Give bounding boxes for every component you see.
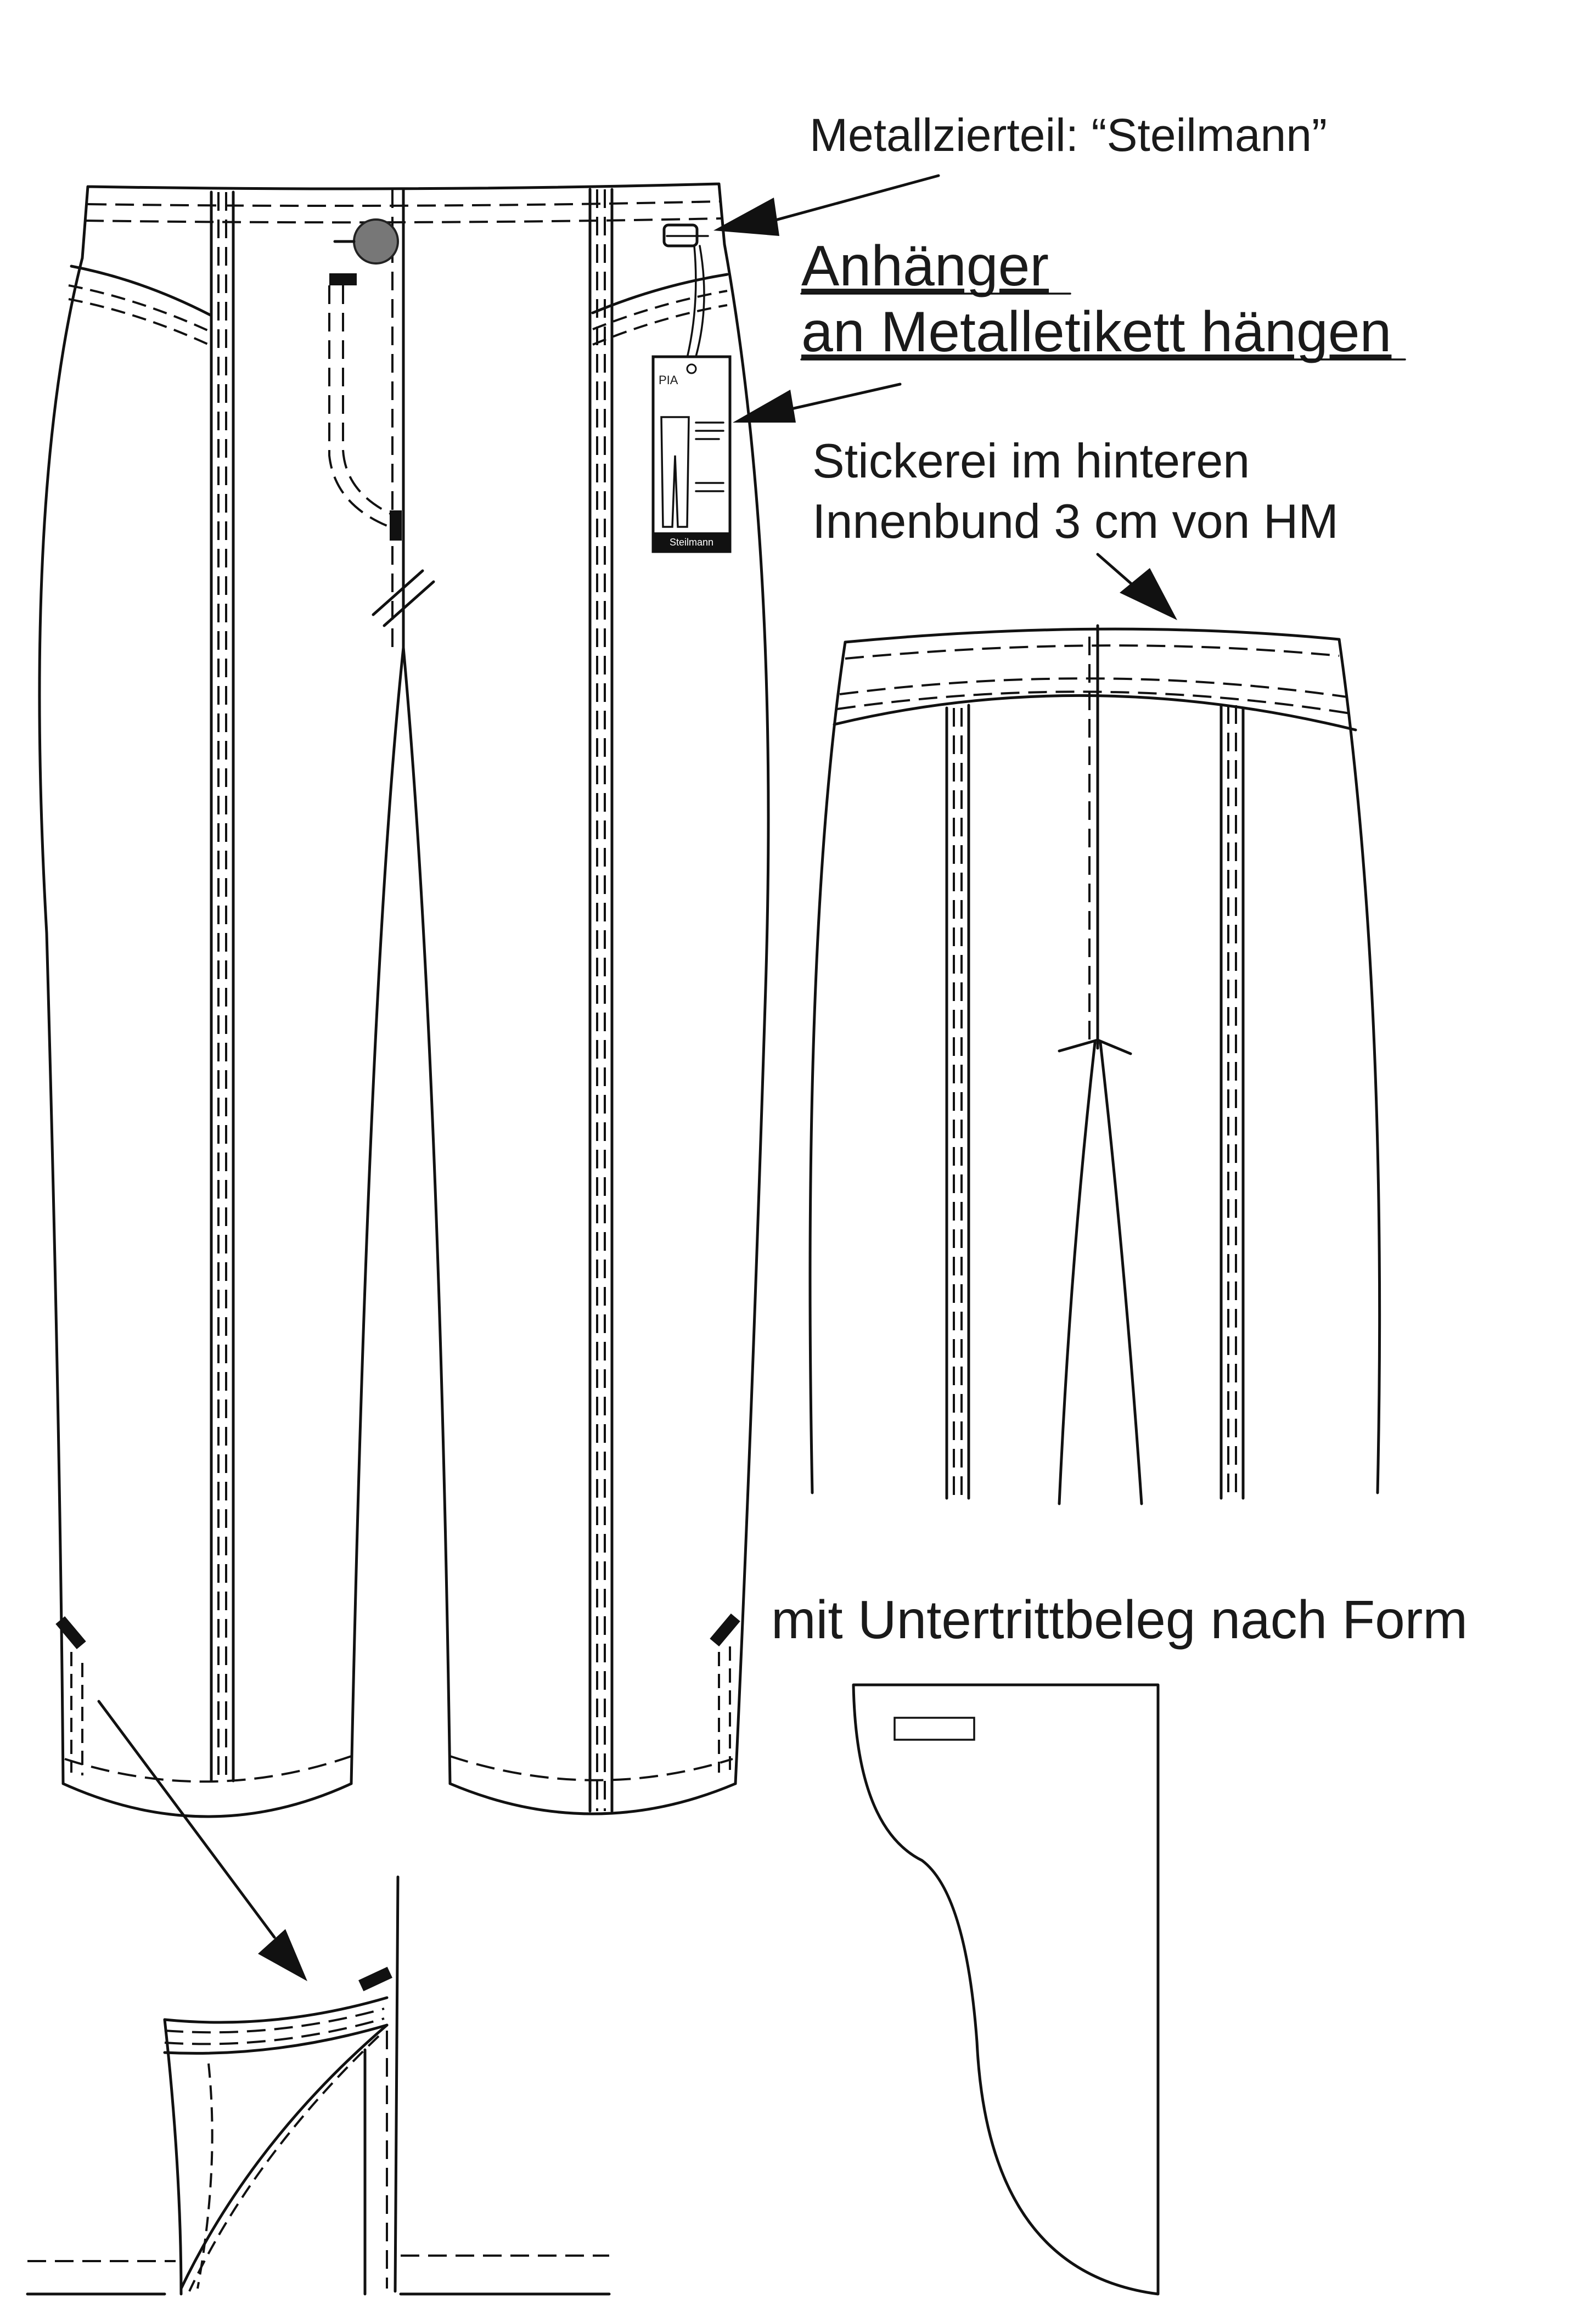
front-left-inseam — [351, 648, 403, 1784]
front-fly-stitch — [343, 285, 395, 516]
back-right-side — [1339, 639, 1380, 1493]
front-left-seam-stitch — [218, 192, 226, 1781]
back-right-band — [1221, 705, 1243, 1498]
hangtag-string — [686, 246, 704, 362]
hem-detail-turnup-stitch-2 — [189, 2036, 379, 2291]
annotations — [713, 109, 1468, 1650]
embroidery-arrowhead — [1120, 568, 1177, 620]
hangtag-label-line1: Anhänger — [801, 234, 1049, 298]
front-right-seam-band — [590, 189, 612, 1811]
front-left-outseam — [40, 258, 82, 1784]
hangtag — [653, 357, 730, 552]
facing-outline — [853, 1685, 1158, 2294]
back-waistband-stitch-2 — [840, 678, 1347, 697]
metal-trim-arrow-line — [757, 176, 939, 225]
back-crotch-right — [1100, 1043, 1142, 1504]
front-left-hem — [63, 1784, 351, 1817]
back-left-band — [947, 705, 969, 1498]
hangtag-title: PIA — [659, 373, 678, 387]
hangtag-arrowhead — [733, 390, 796, 423]
front-right-hem — [450, 1784, 735, 1814]
hangtag-brand: Steilmann — [669, 537, 714, 548]
front-left-seam-band — [211, 192, 233, 1781]
front-left-vent-bartack — [55, 1616, 86, 1649]
back-left-band-stitch — [954, 708, 962, 1498]
front-left-hem-stitch — [65, 1756, 351, 1781]
back-right-band-stitch — [1228, 705, 1236, 1498]
front-right-vent-bartack — [710, 1614, 740, 1646]
metal-trim-arrowhead — [713, 198, 779, 236]
hem-detail-cuff-top — [165, 1998, 387, 2022]
back-view-trousers — [810, 626, 1380, 1504]
front-left-vent-stitch — [71, 1652, 82, 1775]
front-left-pocket-stitch-1 — [69, 285, 211, 332]
front-right-inseam — [403, 648, 450, 1784]
hem-detail-arrow-line — [99, 1701, 274, 1937]
hangtag-arrow-line — [779, 384, 900, 412]
front-right-vent-stitch — [719, 1646, 730, 1773]
hem-detail-bartack — [358, 1967, 392, 1991]
back-waistband-stitch-1 — [845, 645, 1339, 659]
hem-detail-arrowhead — [258, 1929, 307, 1981]
embroidery-label-line2: Innenbund 3 cm von HM — [812, 494, 1339, 548]
underlap-facing-pattern — [853, 1685, 1158, 2294]
front-button — [354, 220, 398, 263]
back-waistband-bottom — [834, 695, 1356, 730]
metal-trim-label: Metallzierteil: “Steilmann” — [810, 109, 1327, 161]
back-crotch-left — [1059, 1043, 1095, 1504]
facing-buttonhole — [895, 1718, 974, 1740]
embroidery-label-line1: Stickerei im hinteren — [812, 434, 1250, 488]
front-fly-bartack-top — [329, 273, 357, 285]
back-waistband-top — [845, 629, 1339, 642]
hangtag-label-line2: an Metalletikett hängen — [801, 300, 1392, 364]
hem-detail — [27, 1701, 609, 2294]
hem-detail-turnup-left — [165, 2020, 181, 2294]
hem-detail-leg-right — [365, 1877, 398, 2294]
facing-note-label: mit Untertrittbeleg nach Form — [771, 1589, 1468, 1650]
front-right-seam-stitch — [597, 189, 605, 1811]
back-left-side — [810, 642, 845, 1493]
front-fly-bartack-bottom — [390, 510, 402, 541]
